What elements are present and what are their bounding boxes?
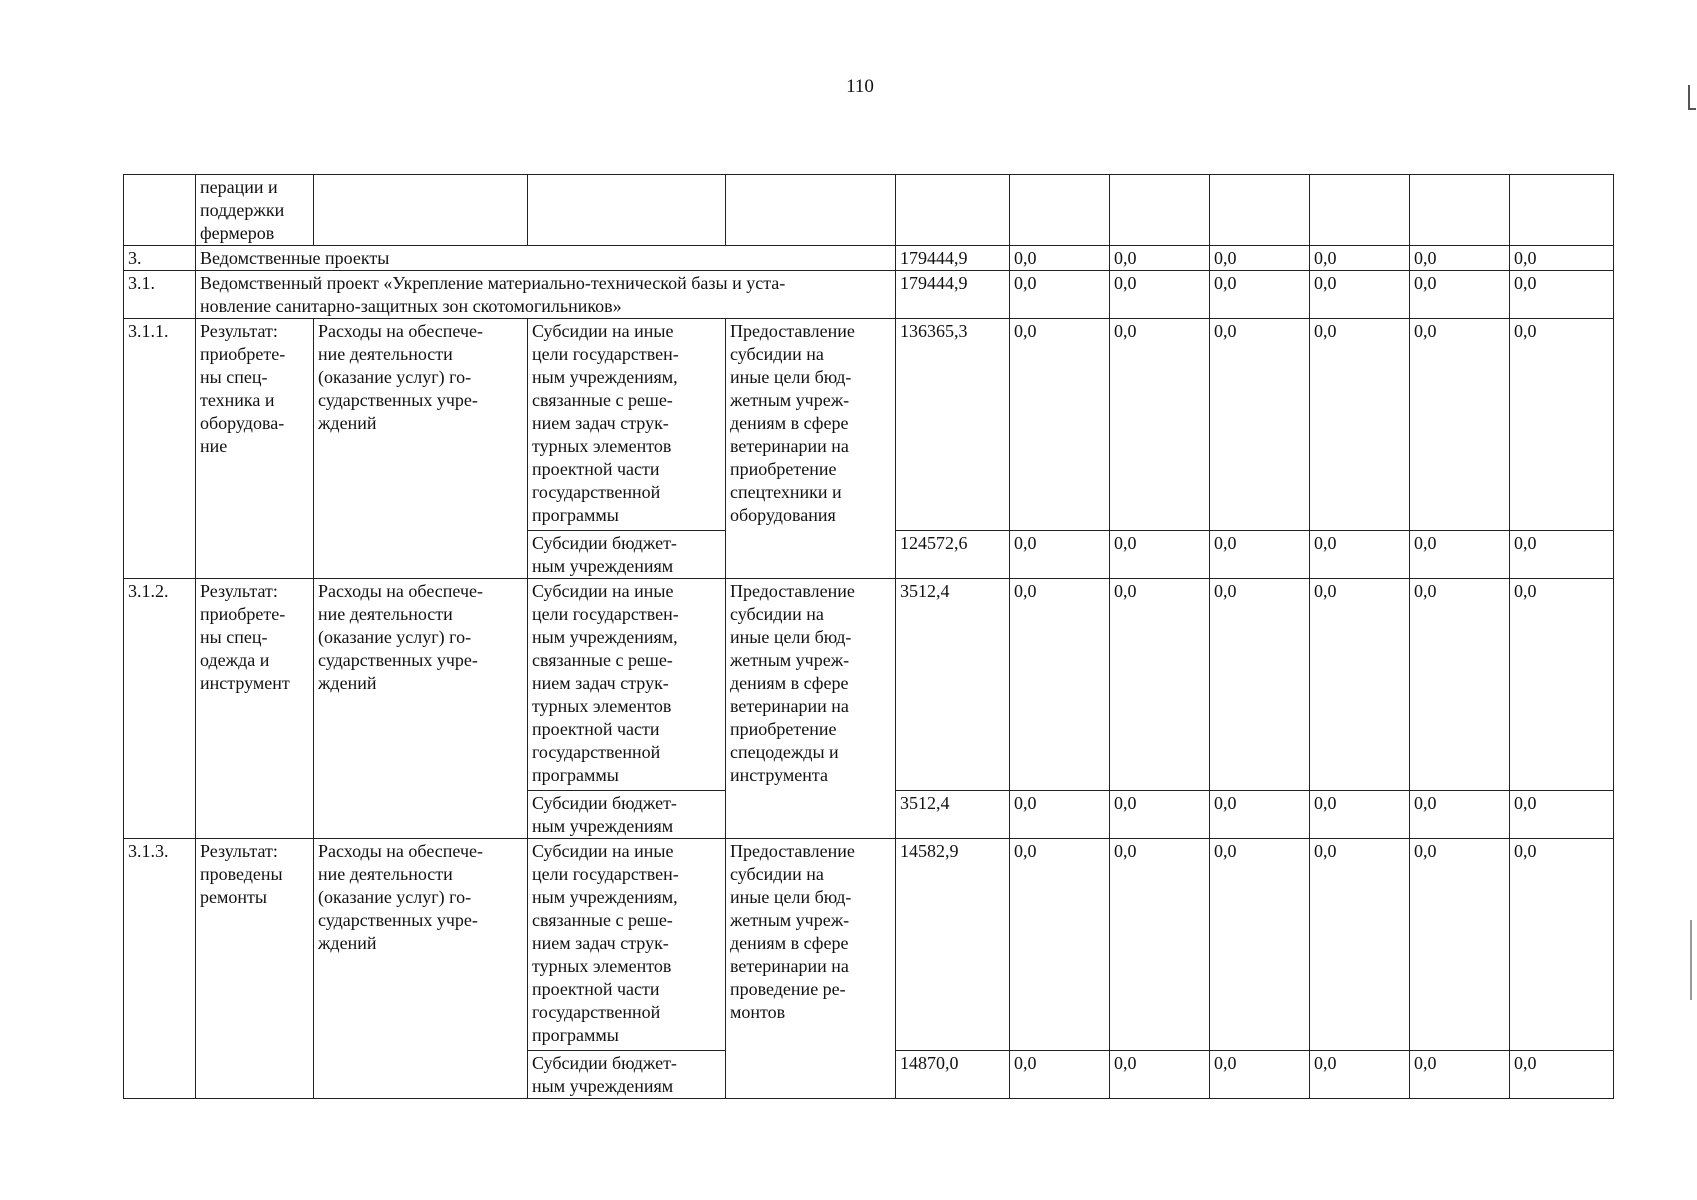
subsidy-cell [528, 175, 726, 246]
scan-edge-mark [1690, 920, 1692, 1000]
text-line: проведены [200, 864, 283, 884]
text-line: Субсидии на иные [532, 841, 674, 861]
text-line: приобретение [730, 459, 837, 479]
text-line: ветеринарии на [730, 436, 849, 456]
text-line: Расходы на обеспече- [318, 581, 483, 601]
subsidy-cell [528, 531, 726, 579]
result-cell [196, 319, 314, 579]
text-line: ние [200, 436, 228, 456]
table-row [124, 175, 1614, 246]
text-line: связанные с реше- [532, 650, 673, 670]
text-line: иные цели бюд- [730, 627, 852, 647]
year-cell: 0,0 [1210, 579, 1310, 791]
year-cell: 0,0 [1310, 319, 1410, 531]
year-cell: 0,0 [1410, 271, 1510, 319]
text-line: проектной части [532, 459, 660, 479]
text-line: оборудова- [200, 413, 285, 433]
total-cell: 124572,6 [896, 531, 1010, 579]
text-line: Результат: [200, 841, 278, 861]
year-cell: 0,0 [1510, 246, 1614, 271]
text-line: новление санитарно-защитных зон скотомогильников» [200, 296, 622, 316]
table-row [124, 839, 1614, 1051]
text-line: дениям в сфере [730, 673, 849, 693]
text-line: оборудования [730, 505, 836, 525]
text-line: государственной [532, 482, 661, 502]
page-number: 110 [846, 76, 874, 97]
year-cell: 0,0 [1110, 839, 1210, 1051]
text-line: программы [532, 505, 619, 525]
text-line: связанные с реше- [532, 910, 673, 930]
text-line: Предоставление [730, 321, 855, 341]
total-cell: 14870,0 [896, 1051, 1010, 1099]
subsidy-cell [528, 1051, 726, 1099]
text-line: Расходы на обеспече- [318, 321, 483, 341]
total-cell: 136365,3 [896, 319, 1010, 531]
year-cell: 0,0 [1110, 791, 1210, 839]
text-line: государственной [532, 1002, 661, 1022]
text-line: субсидии на [730, 864, 824, 884]
text-line: поддержки [200, 200, 285, 220]
text-line: (оказание услуг) го- [318, 887, 472, 907]
year-cell: 0,0 [1010, 271, 1110, 319]
text-line: спецтехники и [730, 482, 842, 502]
year-cell: 0,0 [1310, 791, 1410, 839]
text-line: приобрете- [200, 344, 286, 364]
total-cell: 179444,9 [896, 271, 1010, 319]
text-line: перации и [200, 177, 278, 197]
text-line: Субсидии бюджет- [532, 533, 677, 553]
text-line: ны спец- [200, 367, 268, 387]
year-cell: 0,0 [1410, 579, 1510, 791]
year-cell [1510, 175, 1614, 246]
year-cell: 0,0 [1310, 579, 1410, 791]
year-cell: 0,0 [1310, 531, 1410, 579]
total-cell: 3512,4 [896, 791, 1010, 839]
text-line: турных элементов [532, 696, 672, 716]
text-line: ны спец- [200, 627, 268, 647]
year-cell: 0,0 [1410, 246, 1510, 271]
text-line: связанные с реше- [532, 390, 673, 410]
year-cell: 0,0 [1210, 246, 1310, 271]
subsidy-cell [528, 839, 726, 1051]
code-cell: 3.1.1. [124, 319, 196, 579]
year-cell: 0,0 [1010, 531, 1110, 579]
text-line: инструмента [730, 765, 828, 785]
text-line: Результат: [200, 581, 278, 601]
year-cell: 0,0 [1110, 579, 1210, 791]
text-line: жетным учреж- [730, 650, 850, 670]
total-cell: 3512,4 [896, 579, 1010, 791]
text-line: проектной части [532, 719, 660, 739]
year-cell: 0,0 [1210, 271, 1310, 319]
text-line: Результат: [200, 321, 278, 341]
section-title: Ведомственные проекты [196, 246, 896, 271]
subsidy-cell [528, 579, 726, 791]
total-cell [896, 175, 1010, 246]
text-line: приобрете- [200, 604, 286, 624]
text-line: проектной части [532, 979, 660, 999]
result-cell [196, 175, 314, 246]
text-line: цели государствен- [532, 864, 679, 884]
year-cell: 0,0 [1410, 791, 1510, 839]
text-line: Субсидии бюджет- [532, 1053, 677, 1073]
year-cell: 0,0 [1010, 839, 1110, 1051]
text-line: иные цели бюд- [730, 367, 852, 387]
year-cell: 0,0 [1310, 271, 1410, 319]
text-line: программы [532, 765, 619, 785]
table-row [124, 271, 1614, 319]
text-line: нием задач струк- [532, 413, 669, 433]
expense-cell [314, 839, 528, 1099]
text-line: ным учреждениям, [532, 887, 678, 907]
text-line: дениям в сфере [730, 413, 849, 433]
text-line: нием задач струк- [532, 673, 669, 693]
table-row [124, 319, 1614, 531]
text-line: (оказание услуг) го- [318, 367, 472, 387]
text-line: Субсидии на иные [532, 581, 674, 601]
expense-cell [314, 579, 528, 839]
text-line: Предоставление [730, 581, 855, 601]
table-row [124, 246, 1614, 271]
year-cell: 0,0 [1210, 791, 1310, 839]
text-line: приобретение [730, 719, 837, 739]
text-line: проведение ре- [730, 979, 846, 999]
text-line: Субсидии бюджет- [532, 793, 677, 813]
expense-cell [314, 319, 528, 579]
text-line: ным учреждениям [532, 1076, 674, 1096]
result-cell [196, 579, 314, 839]
text-line: ждений [318, 933, 377, 953]
text-line: ремонты [200, 887, 267, 907]
text-line: ветеринарии на [730, 956, 849, 976]
text-line: фермеров [200, 223, 275, 243]
year-cell: 0,0 [1310, 246, 1410, 271]
text-line: сударственных учре- [318, 650, 478, 670]
year-cell: 0,0 [1510, 839, 1614, 1051]
year-cell: 0,0 [1010, 1051, 1110, 1099]
year-cell: 0,0 [1310, 1051, 1410, 1099]
year-cell: 0,0 [1210, 839, 1310, 1051]
text-line: Предоставление [730, 841, 855, 861]
text-line: жетным учреж- [730, 390, 850, 410]
year-cell: 0,0 [1010, 579, 1110, 791]
text-line: цели государствен- [532, 344, 679, 364]
year-cell: 0,0 [1510, 319, 1614, 531]
year-cell: 0,0 [1010, 791, 1110, 839]
text-line: спецодежды и [730, 742, 839, 762]
year-cell: 0,0 [1310, 839, 1410, 1051]
text-line: техника и [200, 390, 275, 410]
year-cell: 0,0 [1010, 246, 1110, 271]
year-cell: 0,0 [1510, 1051, 1614, 1099]
text-line: ние деятельности [318, 604, 453, 624]
purpose-cell [726, 839, 896, 1099]
total-cell: 14582,9 [896, 839, 1010, 1051]
result-cell [196, 839, 314, 1099]
text-line: сударственных учре- [318, 390, 478, 410]
text-line: Ведомственный проект «Укрепление материально-технической базы и уста- [200, 273, 786, 293]
text-line: ние деятельности [318, 864, 453, 884]
year-cell: 0,0 [1110, 319, 1210, 531]
text-line: одежда и [200, 650, 270, 670]
code-cell: 3. [124, 246, 196, 271]
year-cell: 0,0 [1110, 531, 1210, 579]
year-cell: 0,0 [1210, 1051, 1310, 1099]
year-cell: 0,0 [1210, 319, 1310, 531]
year-cell: 0,0 [1110, 1051, 1210, 1099]
text-line: ным учреждениям [532, 556, 674, 576]
year-cell [1010, 175, 1110, 246]
year-cell: 0,0 [1210, 531, 1310, 579]
text-line: программы [532, 1025, 619, 1045]
subsidy-cell [528, 319, 726, 531]
year-cell: 0,0 [1010, 319, 1110, 531]
subsidy-cell [528, 791, 726, 839]
text-line: субсидии на [730, 604, 824, 624]
text-line: цели государствен- [532, 604, 679, 624]
text-line: инструмент [200, 673, 290, 693]
purpose-cell [726, 579, 896, 839]
text-line: нием задач струк- [532, 933, 669, 953]
scan-edge-mark [1688, 85, 1690, 109]
total-cell: 179444,9 [896, 246, 1010, 271]
code-cell: 3.1.3. [124, 839, 196, 1099]
year-cell: 0,0 [1410, 839, 1510, 1051]
text-line: иные цели бюд- [730, 887, 852, 907]
text-line: государственной [532, 742, 661, 762]
text-line: турных элементов [532, 956, 672, 976]
year-cell: 0,0 [1410, 1051, 1510, 1099]
text-line: ждений [318, 413, 377, 433]
text-line: ние деятельности [318, 344, 453, 364]
text-line: сударственных учре- [318, 910, 478, 930]
text-line: турных элементов [532, 436, 672, 456]
expense-cell [314, 175, 528, 246]
text-line: монтов [730, 1002, 786, 1022]
text-line: ждений [318, 673, 377, 693]
year-cell: 0,0 [1110, 271, 1210, 319]
year-cell [1210, 175, 1310, 246]
year-cell: 0,0 [1410, 531, 1510, 579]
scan-edge-mark [1688, 108, 1696, 110]
text-line: Расходы на обеспече- [318, 841, 483, 861]
text-line: субсидии на [730, 344, 824, 364]
year-cell: 0,0 [1110, 246, 1210, 271]
year-cell: 0,0 [1510, 579, 1614, 791]
year-cell: 0,0 [1410, 319, 1510, 531]
text-line: Субсидии на иные [532, 321, 674, 341]
section-title [196, 271, 896, 319]
year-cell: 0,0 [1510, 271, 1614, 319]
year-cell [1310, 175, 1410, 246]
code-cell: 3.1.2. [124, 579, 196, 839]
text-line: ным учреждениям [532, 816, 674, 836]
text-line: ным учреждениям, [532, 367, 678, 387]
text-line: ным учреждениям, [532, 627, 678, 647]
code-cell [124, 175, 196, 246]
text-line: (оказание услуг) го- [318, 627, 472, 647]
budget-table [123, 174, 1614, 1099]
purpose-cell [726, 319, 896, 579]
text-line: ветеринарии на [730, 696, 849, 716]
code-cell: 3.1. [124, 271, 196, 319]
table-row [124, 579, 1614, 791]
year-cell: 0,0 [1510, 791, 1614, 839]
year-cell [1410, 175, 1510, 246]
year-cell [1110, 175, 1210, 246]
year-cell: 0,0 [1510, 531, 1614, 579]
text-line: дениям в сфере [730, 933, 849, 953]
text-line: жетным учреж- [730, 910, 850, 930]
purpose-cell [726, 175, 896, 246]
